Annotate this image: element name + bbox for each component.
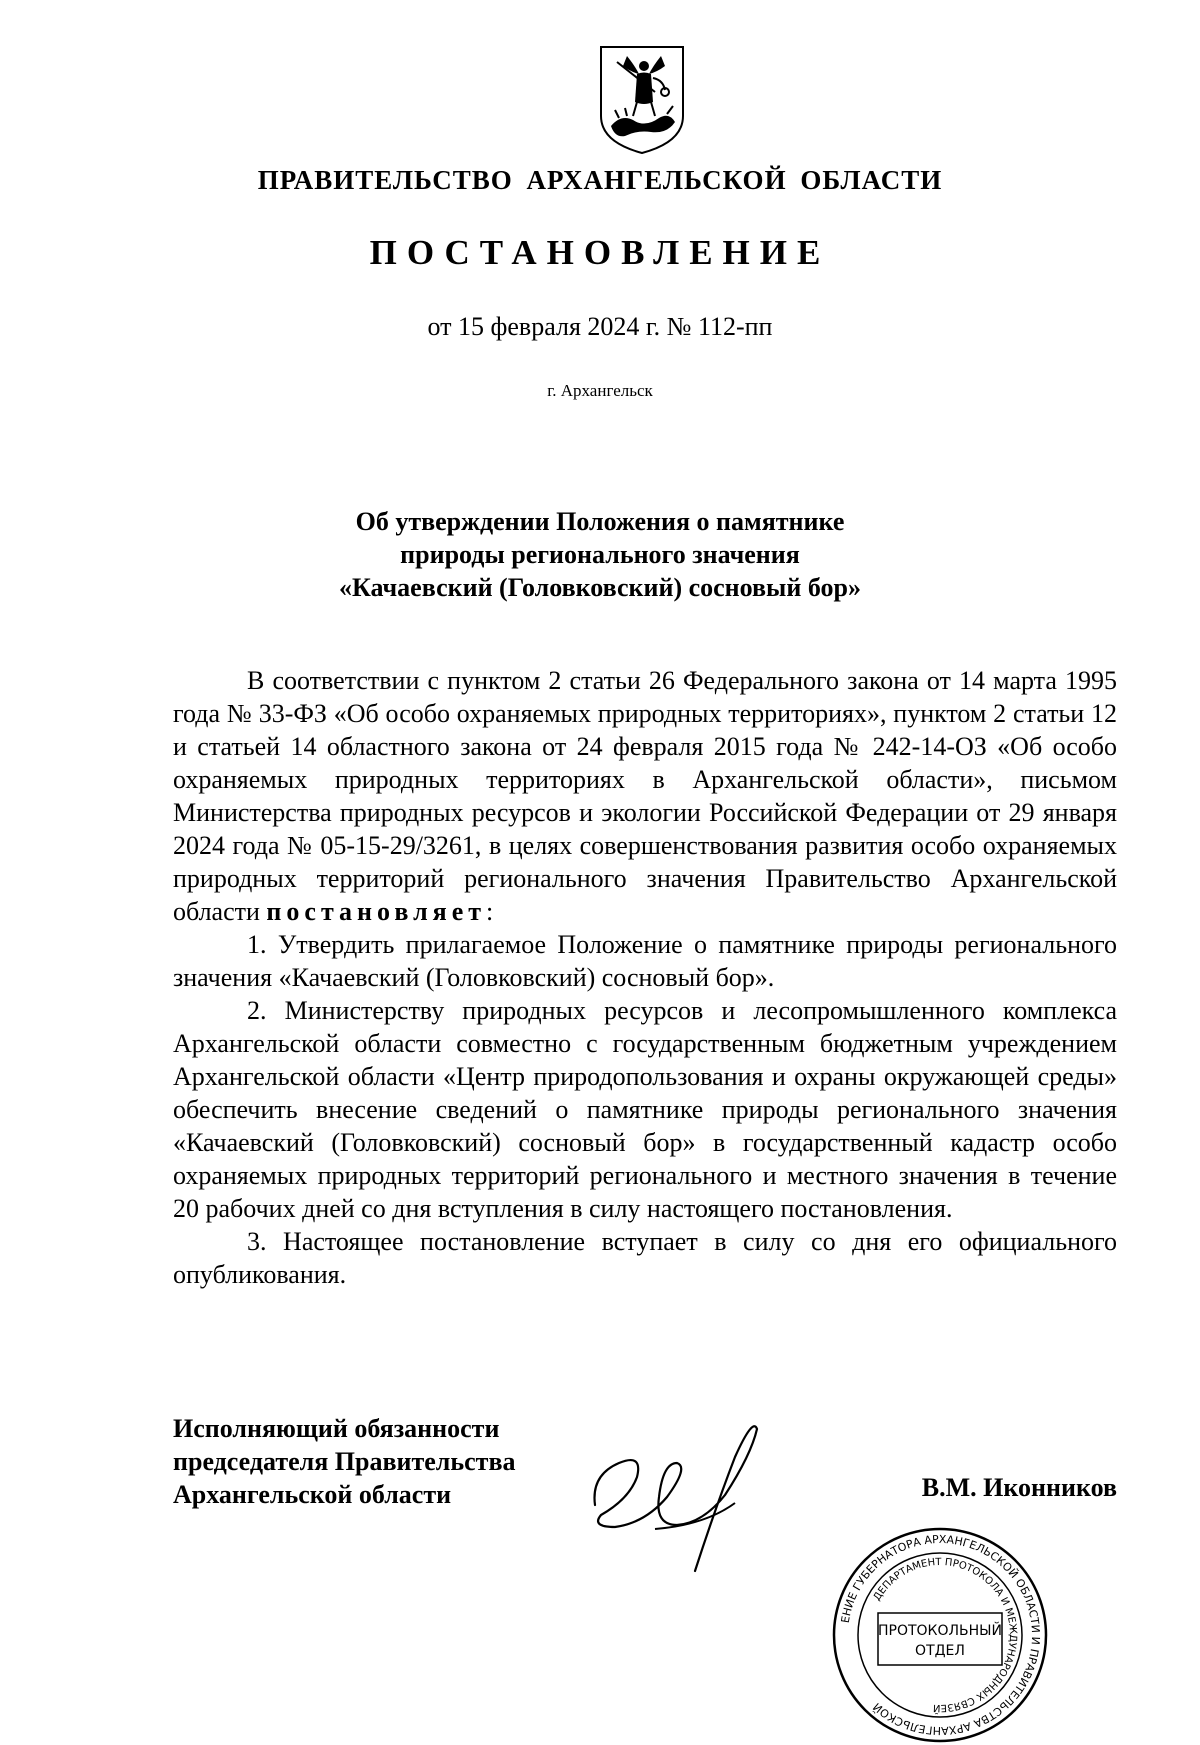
signatory-position	[173, 1412, 593, 1511]
document-title	[290, 505, 910, 604]
position-line: Исполняющий обязанности	[173, 1414, 500, 1443]
stamp-center-line: ПРОТОКОЛЬНЫЙ	[877, 1623, 1003, 1639]
handwritten-signature	[585, 1405, 795, 1575]
title-line: Об утверждении Положения о памятнике	[355, 507, 845, 536]
document-body	[173, 664, 1117, 1291]
title-line: природы регионального значения	[400, 540, 800, 569]
stamp-inner-text: ДЕПАРТАМЕНТ ПРОТОКОЛА И МЕЖДУНАРОДНЫХ СВЯЗЕЙ	[871, 1556, 1019, 1714]
item-paragraph: 1. Утвердить прилагаемое Положение о памятнике природы регионального значения «Качаевский (Головковский) сосновый бор».	[173, 930, 1117, 992]
document-type: ПОСТАНОВЛЕНИЕ	[369, 233, 831, 272]
signer-name: В.М. Иконников	[921, 1473, 1117, 1502]
preamble-text: В соответствии с пунктом 2 статьи 26 Федерального закона от 14 марта 1995 года № 33-ФЗ «Об особо охраняемых природных территориях», пунктом 2 статьи 12 и статьей 14 областного закона от 24 февраля 2015 года № 242-14-ОЗ «Об особо охраняемых природных территориях в Архангельской области», письмом Министерства природных ресурсов и экологии Российской Федерации от 29 января 2024 года № 05-15-29/3261, в целях совершенствования развития особо охраняемых природных территорий регионального значения Правительство Архангельской области	[173, 666, 1117, 926]
stamp-outer-text: ЕНИЕ ГУБЕРНАТОРА АРХАНГЕЛЬСКОЙ ОБЛАСТИ И ПРАВИТЕЛЬСТВА АРХАНГЕЛЬСКОЙ	[838, 1532, 1043, 1738]
date-number: от 15 февраля 2024 г. № 112-пп	[427, 312, 773, 341]
stamp-center-line: ОТДЕЛ	[915, 1643, 965, 1659]
title-line: «Качаевский (Головковский) сосновый бор»	[339, 573, 861, 602]
item-paragraph: 2. Министерству природных ресурсов и лесопромышленного комплекса Архангельской области совместно с государственным бюджетным учреждением Архангельской области «Центр природопользования и охраны окружающей среды» обеспечить внесение сведений о памятнике природы регионального значения «Качаевский (Головковский) сосновый бор» в государственный кадастр особо охраняемых природных территорий регионального и местного значения в течение 20 рабочих дней со дня вступления в силу настоящего постановления.	[173, 996, 1117, 1223]
position-line: Архангельской области	[173, 1480, 452, 1509]
government-name: ПРАВИТЕЛЬСТВО АРХАНГЕЛЬСКОЙ ОБЛАСТИ	[257, 165, 943, 195]
preamble-colon: :	[486, 897, 494, 926]
official-stamp	[830, 1525, 1050, 1745]
coat-of-arms-emblem	[597, 44, 687, 156]
decrees-word: постановляет	[266, 897, 487, 926]
city: г. Архангельск	[547, 381, 653, 400]
preamble-paragraph	[173, 664, 1117, 928]
item-paragraph: 3. Настоящее постановление вступает в силу со дня его официального опубликования.	[173, 1227, 1117, 1289]
position-line: председателя Правительства	[173, 1447, 516, 1476]
